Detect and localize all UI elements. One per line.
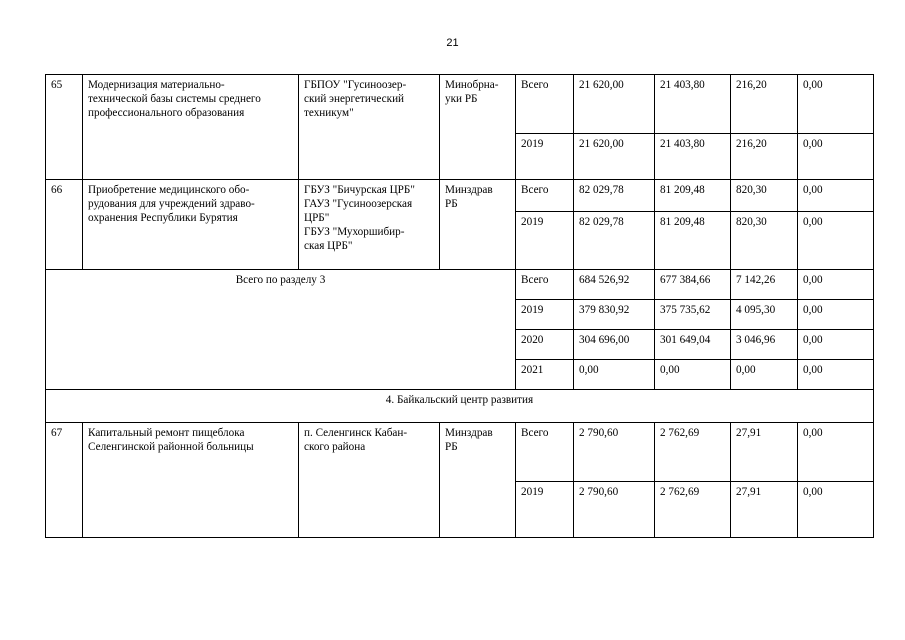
- year-cell: Всего: [516, 270, 574, 300]
- year-cell: 2020: [516, 330, 574, 360]
- local-cell: 0,00: [798, 360, 874, 390]
- table-row: [46, 423, 874, 482]
- ministry: Минздрав РБ: [440, 423, 516, 538]
- total-cell: 82 029,78: [574, 180, 655, 212]
- total-cell: 0,00: [574, 360, 655, 390]
- total-cell: 379 830,92: [574, 300, 655, 330]
- project-name: Приобретение медицинского обо- рудования для учреждений здраво- охранения Республики Бурятия: [83, 180, 299, 270]
- table-row: [46, 390, 874, 423]
- year-cell: Всего: [516, 180, 574, 212]
- table-row: [46, 270, 874, 300]
- ministry: Минобрна- уки РБ: [440, 75, 516, 180]
- year-cell: 2019: [516, 482, 574, 538]
- project-name: Модернизация материально- технической базы системы среднего профессионального образования: [83, 75, 299, 180]
- federal-cell: 2 762,69: [655, 482, 731, 538]
- local-cell: 0,00: [798, 270, 874, 300]
- total-cell: 684 526,92: [574, 270, 655, 300]
- regional-cell: 3 046,96: [731, 330, 798, 360]
- year-cell: Всего: [516, 423, 574, 482]
- regional-cell: 4 095,30: [731, 300, 798, 330]
- local-cell: 0,00: [798, 75, 874, 134]
- total-cell: 2 790,60: [574, 482, 655, 538]
- federal-cell: 2 762,69: [655, 423, 731, 482]
- federal-cell: 301 649,04: [655, 330, 731, 360]
- table-row: [46, 75, 874, 134]
- table-row: [46, 180, 874, 212]
- total-cell: 2 790,60: [574, 423, 655, 482]
- federal-cell: 21 403,80: [655, 75, 731, 134]
- recipient: ГБУЗ "Бичурская ЦРБ" ГАУЗ "Гусиноозерская ЦРБ" ГБУЗ "Мухоршибир- ская ЦРБ": [299, 180, 440, 270]
- total-cell: 82 029,78: [574, 212, 655, 270]
- local-cell: 0,00: [798, 482, 874, 538]
- row-number: 67: [46, 423, 83, 538]
- total-cell: 21 620,00: [574, 75, 655, 134]
- regional-cell: 27,91: [731, 482, 798, 538]
- page-number: 21: [446, 37, 459, 49]
- year-cell: 2019: [516, 300, 574, 330]
- regional-cell: 7 142,26: [731, 270, 798, 300]
- federal-cell: 0,00: [655, 360, 731, 390]
- regional-cell: 216,20: [731, 75, 798, 134]
- row-number: 66: [46, 180, 83, 270]
- regional-cell: 27,91: [731, 423, 798, 482]
- local-cell: 0,00: [798, 180, 874, 212]
- row-number: 65: [46, 75, 83, 180]
- regional-cell: 0,00: [731, 360, 798, 390]
- local-cell: 0,00: [798, 330, 874, 360]
- year-cell: 2019: [516, 134, 574, 180]
- total-cell: 21 620,00: [574, 134, 655, 180]
- local-cell: 0,00: [798, 212, 874, 270]
- local-cell: 0,00: [798, 300, 874, 330]
- year-cell: Всего: [516, 75, 574, 134]
- federal-cell: 81 209,48: [655, 212, 731, 270]
- section-total-label: Всего по разделу 3: [46, 270, 516, 390]
- federal-cell: 375 735,62: [655, 300, 731, 330]
- project-name: Капитальный ремонт пищеблока Селенгинской районной больницы: [83, 423, 299, 538]
- program-table: [45, 74, 874, 538]
- recipient: п. Селенгинск Кабан- ского района: [299, 423, 440, 538]
- regional-cell: 820,30: [731, 180, 798, 212]
- local-cell: 0,00: [798, 423, 874, 482]
- total-cell: 304 696,00: [574, 330, 655, 360]
- section-heading: 4. Байкальский центр развития: [46, 390, 874, 423]
- regional-cell: 216,20: [731, 134, 798, 180]
- recipient: ГБПОУ "Гусиноозер- ский энергетический техникум": [299, 75, 440, 180]
- ministry: Минздрав РБ: [440, 180, 516, 270]
- year-cell: 2019: [516, 212, 574, 270]
- year-cell: 2021: [516, 360, 574, 390]
- federal-cell: 81 209,48: [655, 180, 731, 212]
- regional-cell: 820,30: [731, 212, 798, 270]
- federal-cell: 21 403,80: [655, 134, 731, 180]
- federal-cell: 677 384,66: [655, 270, 731, 300]
- local-cell: 0,00: [798, 134, 874, 180]
